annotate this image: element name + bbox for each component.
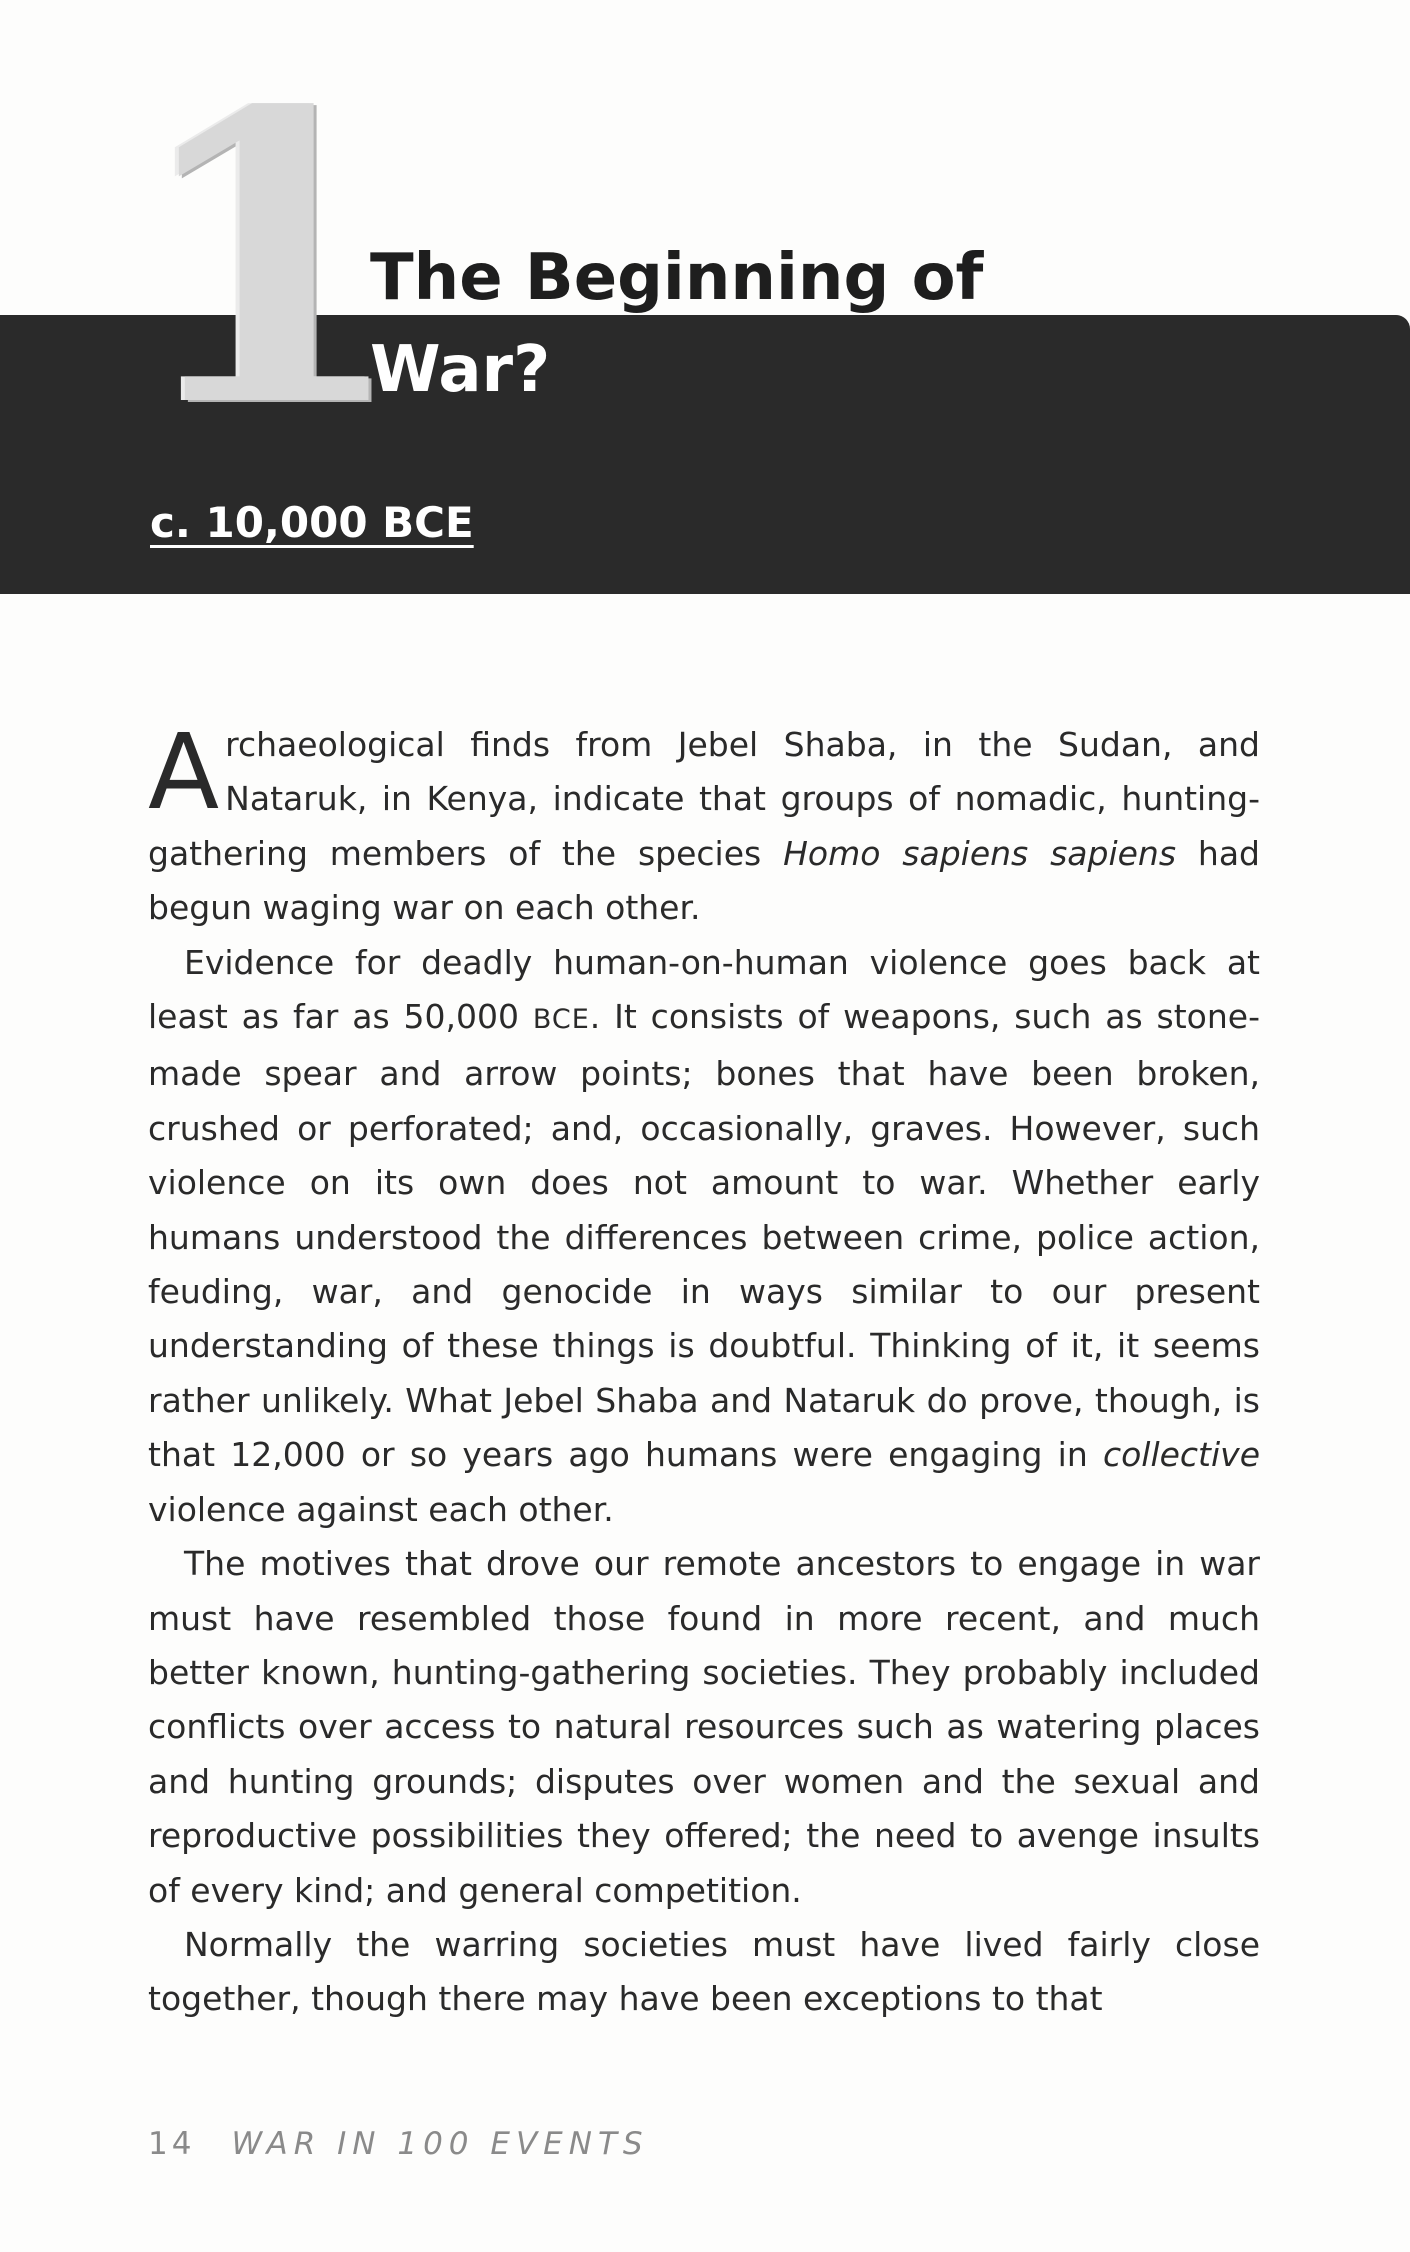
paragraph-2-italic: collective — [1102, 1435, 1260, 1475]
paragraph-1 — [148, 711, 1260, 936]
paragraph-2-text-a: Evidence for deadly human-on-human violence goes back at least as far as 50,000 — [148, 942, 1260, 1037]
page-number: 14 — [148, 2126, 196, 2162]
chapter-title-line-1: The Beginning of — [370, 241, 984, 315]
running-book-title: WAR IN 100 EVENTS — [231, 2126, 649, 2162]
body-text — [148, 711, 1260, 2027]
page-footer — [148, 2126, 649, 2162]
chapter-title-line-2: War? — [370, 333, 551, 407]
paragraph-1-italic: Homo sapiens sapiens — [783, 833, 1177, 873]
drop-cap: A — [148, 711, 220, 833]
paragraph-3: The motives that drove our remote ancestors to engage in war must have resembled those found in more recent, and much better known, hunting-gathering societies. They probably included conflicts over access to natural resources such as watering places and hunting grounds; disputes over women and the sexual and reproductive possibilities they offered; the need to avenge insults of every kind; and general competition. — [148, 1544, 1260, 1910]
chapter-date: c. 10,000 BCE — [150, 498, 474, 547]
paragraph-1-text-a: rchaeological finds from Jebel Shaba, in the Sudan, and Nataruk, in Kenya, indicate that groups of nomadic, hunting-gathering members of the species — [148, 725, 1260, 873]
paragraph-2-bce: BCE — [532, 1004, 590, 1036]
paragraph-2-text-b: . It consists of weapons, such as stone-made spear and arrow points; bones that have been broken, crushed or perforated; and, occasionally, graves. However, such violence on its own does not amount to war. Whether early humans understood the differences between crime, police action, feuding, war, and genocide in ways similar to our present understanding of these things is doubtful. Thinking of it, it seems rather unlikely. What Jebel Shaba and Nataruk do prove, though, is that 12,000 or so years ago humans were engaging in — [148, 997, 1260, 1475]
paragraph-4: Normally the warring societies must have lived fairly close together, though there may have been exceptions to that — [148, 1924, 1260, 2019]
chapter-title — [370, 232, 1270, 416]
paragraph-1-text-b: had begun waging war on each other. — [148, 833, 1260, 928]
chapter-number: 1 — [130, 25, 399, 495]
paragraph-2-text-c: violence against each other. — [148, 1489, 614, 1529]
paragraph-2 — [148, 936, 1260, 1537]
